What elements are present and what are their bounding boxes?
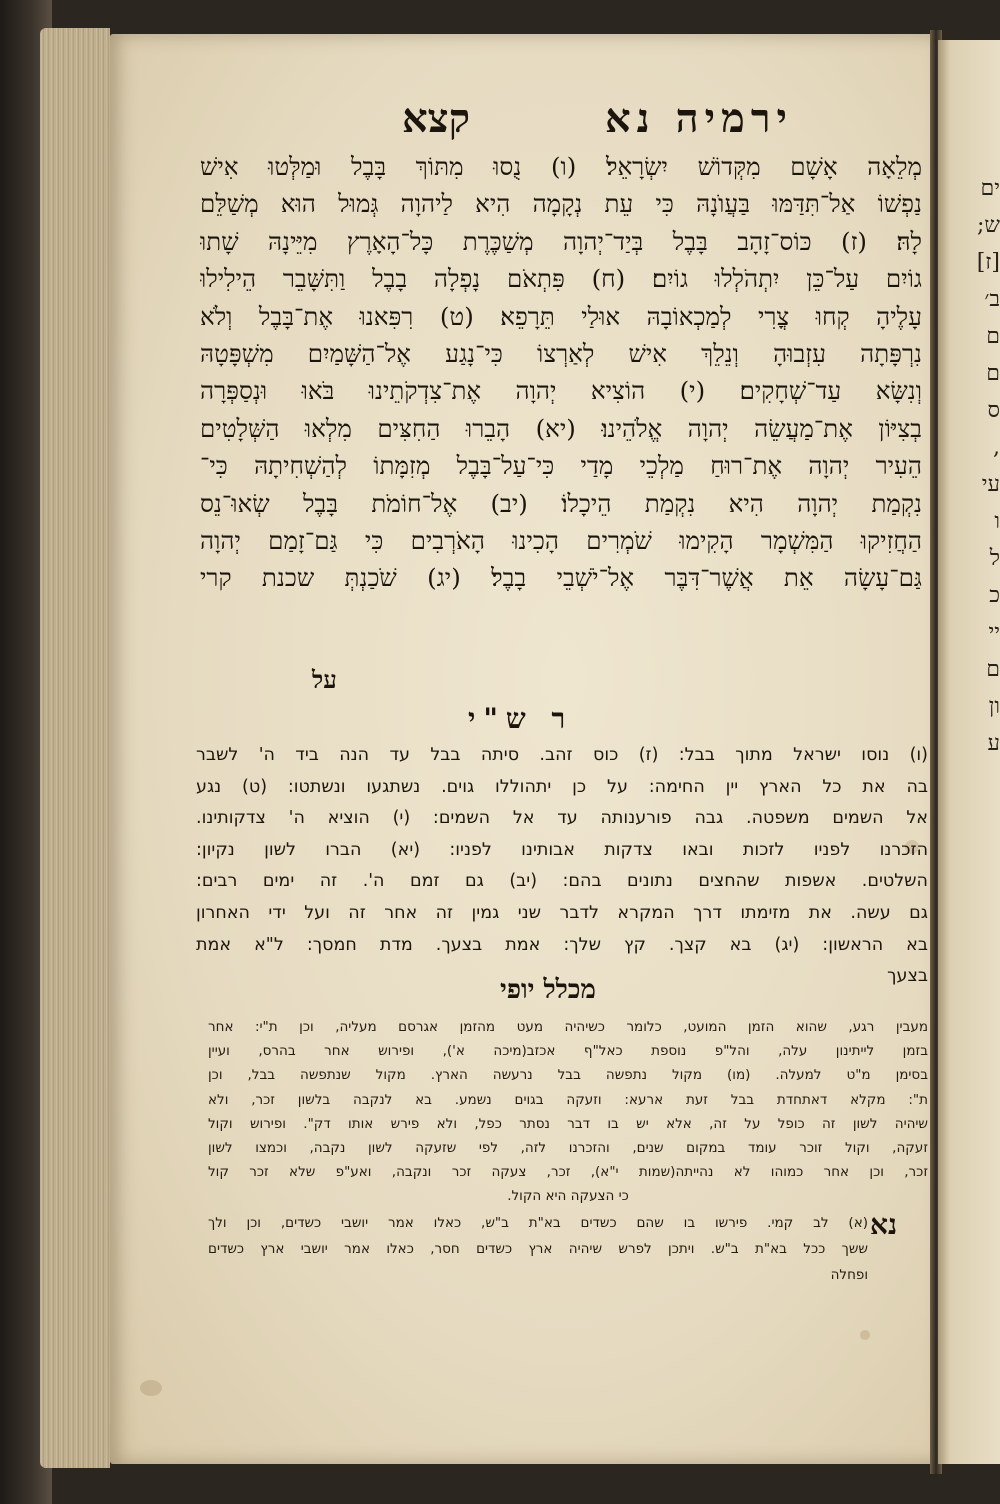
text-line: בְצִיּוֹן אֶת־מַעֲשֵׂה יְהוָה אֱלֹהֵינוּ׃ (יא) הָבֵרוּ הַחִצִּים מִלְאוּ הַשְּׁלָטִים [200, 413, 922, 443]
mikhlal-line: כי הצעקה היא הקול. [507, 1188, 629, 1205]
facing-page-fragment: ם [986, 657, 1000, 682]
facing-page-fragment: עי [981, 472, 1000, 497]
rashi-line: (ו) נוסו ישראל מתוך בבל: (ז) כוס זהב. סיתה בבל עד הנה ביד ה' לשבר [196, 745, 928, 765]
mikhlal-line: מעבין רגע, שהוא הזמן המועט, כלומר כשיהיה מעט מהזמן אגרסם מעליה, וכן ת"י: אחר [208, 1019, 928, 1035]
mikhlal-line: זכר, וכן אחר כמוהו לא נהייתה(שמות י"א), זכר, צעקה זכר ונקבה, ואע"פ שלא זכר קול [208, 1164, 928, 1181]
facing-page-fragment: ו [994, 509, 1000, 534]
facing-page-fragment: יי [988, 620, 1000, 645]
facing-page-fragment: ש; [977, 213, 1000, 238]
na-line: (א) לב קמי. פירשו בו שהם כשדים בא"ת ב"ש, כאלו אמר יושבי כשדים, וכן ולך [208, 1215, 868, 1231]
text-line: עָלֶיהָ קְחוּ צֳרִי לְמַכְאוֹבָהּ אוּלַי תֵּרָפֵא׃ (ט) רִפִּאנוּ אֶת־בָּבֶל וְלֹא [200, 301, 922, 331]
text-line: לָהּ׃ (ז) כּוֹס־זָהָב בָּבֶל בְּיַד־יְהוָה מְשַׁכֶּרֶת כָּל־הָאָרֶץ מִיֵּינָהּ שָׁתוּ [200, 226, 922, 256]
foxing-spot [860, 1330, 870, 1340]
text-line: גוֹיִם עַל־כֵּן יִתְהֹלְלוּ גוֹיִם׃ (ח) פִּתְאֹם נָפְלָה בָבֶל וַתִּשָּׁבֵר הֵילִילוּ [200, 264, 922, 294]
na-line: ששך ככל בא"ת ב"ש. ויתכן לפרש שיהיה ארץ כשדים חסר, כאלו אמר יושבי ארץ כשדים [208, 1241, 868, 1257]
rashi-commentary [196, 740, 928, 993]
text-line: הֵעִיר יְהוָה אֶת־רוּחַ מַלְכֵי מָדַי כִּי־עַל־בָּבֶל מְזִמָּתוֹ לְהַשְׁחִיתָהּ כִּי־ [200, 451, 922, 481]
text-line: הַחֲזִיקוּ הַמִּשְׁמָר הָקִימוּ שֹׁמְרִים הָכִינוּ הָאֹרְבִים כִּי גַּם־זָמַם יְהוָה [200, 525, 922, 555]
na-line: ופחלה [830, 1267, 868, 1283]
text-line: וְנִשָּׂא עַד־שְׁחָקִים׃ (י) הוֹצִיא יְהוָה אֶת־צִדְקֹתֵינוּ בֹּאוּ וּנְסַפְּרָה [200, 376, 922, 406]
mikhlal-yofi-commentary [208, 1015, 928, 1209]
page-header [110, 95, 935, 155]
text-line: גַּם־עָשָׂה אֵת אֲשֶׁר־דִּבֶּר אֶל־יֹשְׁבֵי בָבֶל׃ (יג) שֹׁכַנְתְּ שכנת קרי [200, 563, 922, 593]
mikhlal-line: בסימן מ"ט למעלה. (מו) מקול נתפשה בבל נרעשה הארץ. מקול שנתפשה בבל, וכן [208, 1067, 928, 1084]
mikhlal-line: בזמן לייתינון עלה, והל"פ נוספת כאל"ף אכזב(מיכה א'), ופירוש אחר בהרס, ועיין [208, 1043, 928, 1060]
facing-page-fragment: ל [989, 546, 1000, 571]
chapter-label: נא [870, 1208, 898, 1241]
facing-page-fragment: [ז] [976, 250, 1000, 275]
page-stack-edge [40, 28, 110, 1468]
mikhlal-line: שיהיה לשון זה כופל על זה, אלא יש בו דבר נסתר כפל, ולא פירש אותו דק". ופירוש וקול [208, 1115, 928, 1132]
mikhlal-line: ת": מקלא דאתחדת בבל זעת ארעא: וזעקה בגוים נשמע. בא לנקבה בלשון זכר, ולא [208, 1091, 928, 1108]
text-line: מְלֵאָה אָשָׁם מִקְּדוֹשׁ יִשְׂרָאֵל׃ (ו) נֻסוּ מִתּוֹךְ בָּבֶל וּמַלְּטוּ אִישׁ [200, 152, 922, 181]
foxing-spot [140, 1380, 162, 1396]
facing-page-fragment: כ [989, 583, 1000, 608]
rashi-line: בה את כל הארץ יין החימה: על כן יתהוללו גוים. נשתגעו ונשתטו: (ט) נגע [196, 776, 928, 797]
rashi-line: הזכרנו לפניו לזכות ובאו צדקות אבותינו לפניו: (יא) הברו לשון נקיון: [196, 839, 928, 860]
biblical-text-block [200, 148, 922, 597]
text-line: נַפְשׁוֹ אַל־תִּדַּמּוּ בַּעֲוֺנָהּ כִּי עֵת נְקָמָה הִיא לַיהוָה גְּמוּל הוּא מְשַׁלֵּם [200, 189, 922, 219]
chapter-na-commentary [208, 1210, 868, 1288]
facing-page-fragment: ב׳ [984, 287, 1000, 312]
folio-number: קצא [402, 95, 471, 142]
facing-page-fragment: ם [986, 324, 1000, 349]
rashi-line: בצעך [887, 966, 928, 987]
rashi-line: השלטים. אשפות שהחצים נתונים בהם: (יב) גם זמם ה'. זה ימים רבים: [196, 871, 928, 892]
running-title: ירמיה נא [605, 95, 793, 142]
facing-page-fragment: ע [987, 731, 1000, 756]
rashi-line: גם עשה. את מזימתו דרך המקרא לדבר שני גמין זה אחר זה ועל ידי האחרון [196, 902, 928, 923]
facing-page-text-fragments [946, 170, 1000, 762]
facing-page-fragment: ים [980, 176, 1000, 201]
facing-page-fragment: ון [988, 694, 1000, 719]
text-line: נִרְפָּתָה עִזְבוּהָ וְנֵלֵךְ אִישׁ לְאַרְצוֹ כִּי־נָגַע אֶל־הַשָּׁמַיִם מִשְׁפָּטָהּ [200, 338, 922, 368]
rashi-heading: ר ש"י [468, 702, 574, 735]
facing-page-fragment: , [993, 435, 1000, 460]
mikhlal-line: זעקה, וקול זוכר עומד במקום שנים, והזכרנו לזה, לפי שזעקה לשון נקבה, וכמצו לשון [208, 1139, 928, 1156]
text-line: נִקְמַת יְהוָה הִיא נִקְמַת הֵיכָלוֹ׃ (יב) אֶל־חוֹמֹת בָּבֶל שְׂאוּ־נֵס [200, 488, 922, 518]
catchword: על [312, 665, 337, 694]
facing-page-fragment: ס [987, 398, 1000, 423]
rashi-line: אל השמים משפטה. גבה פורענותה עד אל השמים: (י) הוציא ה' צדקותינו. [196, 808, 928, 829]
mikhlal-heading: מכלל יופי [500, 975, 596, 1005]
facing-page-fragment: ם [986, 361, 1000, 386]
rashi-line: בא הראשון: (יג) בא קצך. קץ שלך: אמת בצעך. מדת חמסך: ל"א אמת [196, 934, 928, 955]
